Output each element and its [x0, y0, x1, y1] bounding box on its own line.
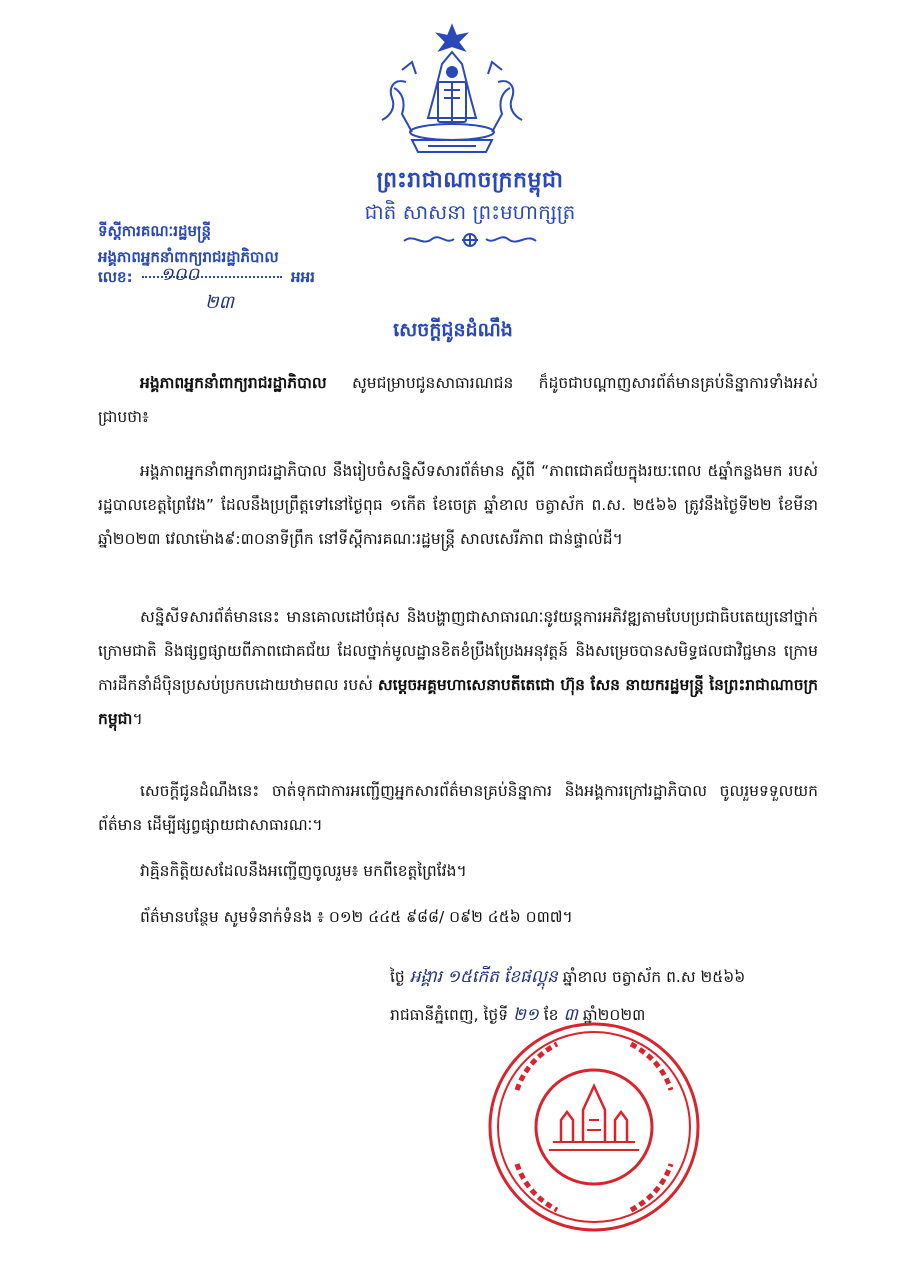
royal-arms-emblem [372, 22, 532, 162]
date-year: ឆ្នាំ២០២៣ [582, 1006, 646, 1024]
reference-suffix: អអរ [291, 268, 315, 286]
paragraph-intro [98, 366, 818, 434]
purpose-end: ។ [132, 710, 143, 728]
paragraph-speakers: វាគ្មិនកិត្តិយសដែលនឹងអញ្ជើញចូលរួម៖ មកពីខេត្តព្រៃវែង។ [140, 862, 467, 880]
official-seal-stamp [487, 1020, 701, 1234]
lunar-date-line [390, 958, 810, 996]
purpose-text: សន្និសីទសារព័ត៌មាននេះ មានគោលដៅបំផុស និងបង្ហាញជាសាធារណៈនូវយន្តការអភិវឌ្ឍតាមបែបប្រជាធិបតេយ្យនៅថ្នាក់ក្រោមជាតិ និងផ្សព្វផ្សាយពីភាពជោគជ័យ ដែលថ្នាក់មូលដ្ឋានខិតខំប្រឹងប្រែងអនុវត្តន៍ និងសម្រេចបានសមិទ្ធផលជាវិជ្ជមាន ក្រោមការដឹកនាំដ៏ប៉ិនប្រសប់ប្រកបដោយឋាមពល របស់ [98, 608, 818, 694]
lunar-suffix: ឆ្នាំខាល ចត្វាស័ក ព.ស ២៥៦៦ [562, 968, 746, 986]
lunar-phase-handwritten: ១៥កើត [447, 967, 499, 987]
reference-year-handwritten: ២៣ [205, 292, 235, 313]
date-month-handwritten: ៣ [563, 1005, 578, 1025]
paragraph-event-details: អង្គភាពអ្នកនាំពាក្យរាជរដ្ឋាភិបាល នឹងរៀបចំសន្និសីទសារព័ត៌មាន ស្តីពី “ភាពជោគជ័យក្នុងរយៈពេល ៥ឆ្នាំកន្លងមក របស់រដ្ឋបាលខេត្តព្រៃវែង” ដែលនឹងប្រព្រឹត្តទៅនៅថ្ងៃពុធ ១កើត ខែចេត្រ ឆ្នាំខាល ចត្វាស័ក ព.ស. ២៥៦៦ ត្រូវនឹងថ្ងៃទី២២ ខែមីនា ឆ្នាំ២០២៣ វេលាម៉ោង៩:៣០នាទីព្រឹក នៅទីស្តីការគណៈរដ្ឋមន្ត្រី សាលសេរីភាព ជាន់ផ្ទាល់ដី។ [98, 462, 819, 548]
paragraph-purpose [98, 600, 818, 736]
purpose-leader: សម្តេចអគ្គមហាសេនាបតីតេជោ ហ៊ុន សែន នាយករដ្ឋមន្ត្រី នៃព្រះរាជាណាចក្រកម្ពុជា [98, 676, 818, 728]
lunar-month-handwritten: ខែផល្គុន [503, 967, 558, 987]
lunar-prefix: ថ្ងៃ [390, 968, 405, 986]
kingdom-title: ព្រះរាជាណាចក្រកម្ពុជា [376, 168, 564, 193]
office-line-1: ទីស្តីការគណៈរដ្ឋមន្ត្រី [98, 222, 212, 240]
paragraph-invitation: សេចក្តីជូនដំណឹងនេះ ចាត់ទុកជាការអញ្ជើញអ្នកសារព័ត៌មានគ្រប់និន្នាការ និងអង្គការក្រៅរដ្ឋាភិបាល ចូលរួមទទួលយកព័ត៌មាន ដើម្បីផ្សព្វផ្សាយជាសាធារណៈ។ [98, 782, 818, 834]
date-day-handwritten: ២១ [513, 1005, 539, 1025]
intro-rest: សូមជម្រាបជូនសាធារណជន ក៏ដូចជាបណ្តាញសារព័ត៌មានគ្រប់និន្នាការទាំងអស់ជ្រាបថា៖ [98, 374, 818, 426]
date-place: រាជធានីភ្នំពេញ, ថ្ងៃទី [390, 1006, 509, 1024]
paragraph-contact: ព័ត៌មានបន្ថែម សូមទំនាក់ទំនង ៖ ០១២ ៤៤៥ ៩៨៨/ ០៩២ ៤៥៦ ០៣៧។ [140, 908, 573, 926]
reference-label: លេខ: [98, 268, 133, 286]
reference-line [98, 268, 315, 290]
national-motto: ជាតិ សាសនា ព្រះមហាក្សត្រ [364, 200, 576, 224]
reference-number-handwritten: ១០០ [160, 264, 200, 285]
office-line-2: អង្គភាពអ្នកនាំពាក្យរាជរដ្ឋាភិបាល [98, 248, 279, 266]
intro-lead: អង្គភាពអ្នកនាំពាក្យរាជរដ្ឋាភិបាល [140, 374, 327, 392]
issuing-office [98, 218, 428, 270]
lunar-day-handwritten: អង្គារ [409, 967, 443, 987]
date-month-label: ខែ [543, 1006, 559, 1024]
document-title: សេចក្តីជូនដំណឹង [393, 319, 513, 341]
